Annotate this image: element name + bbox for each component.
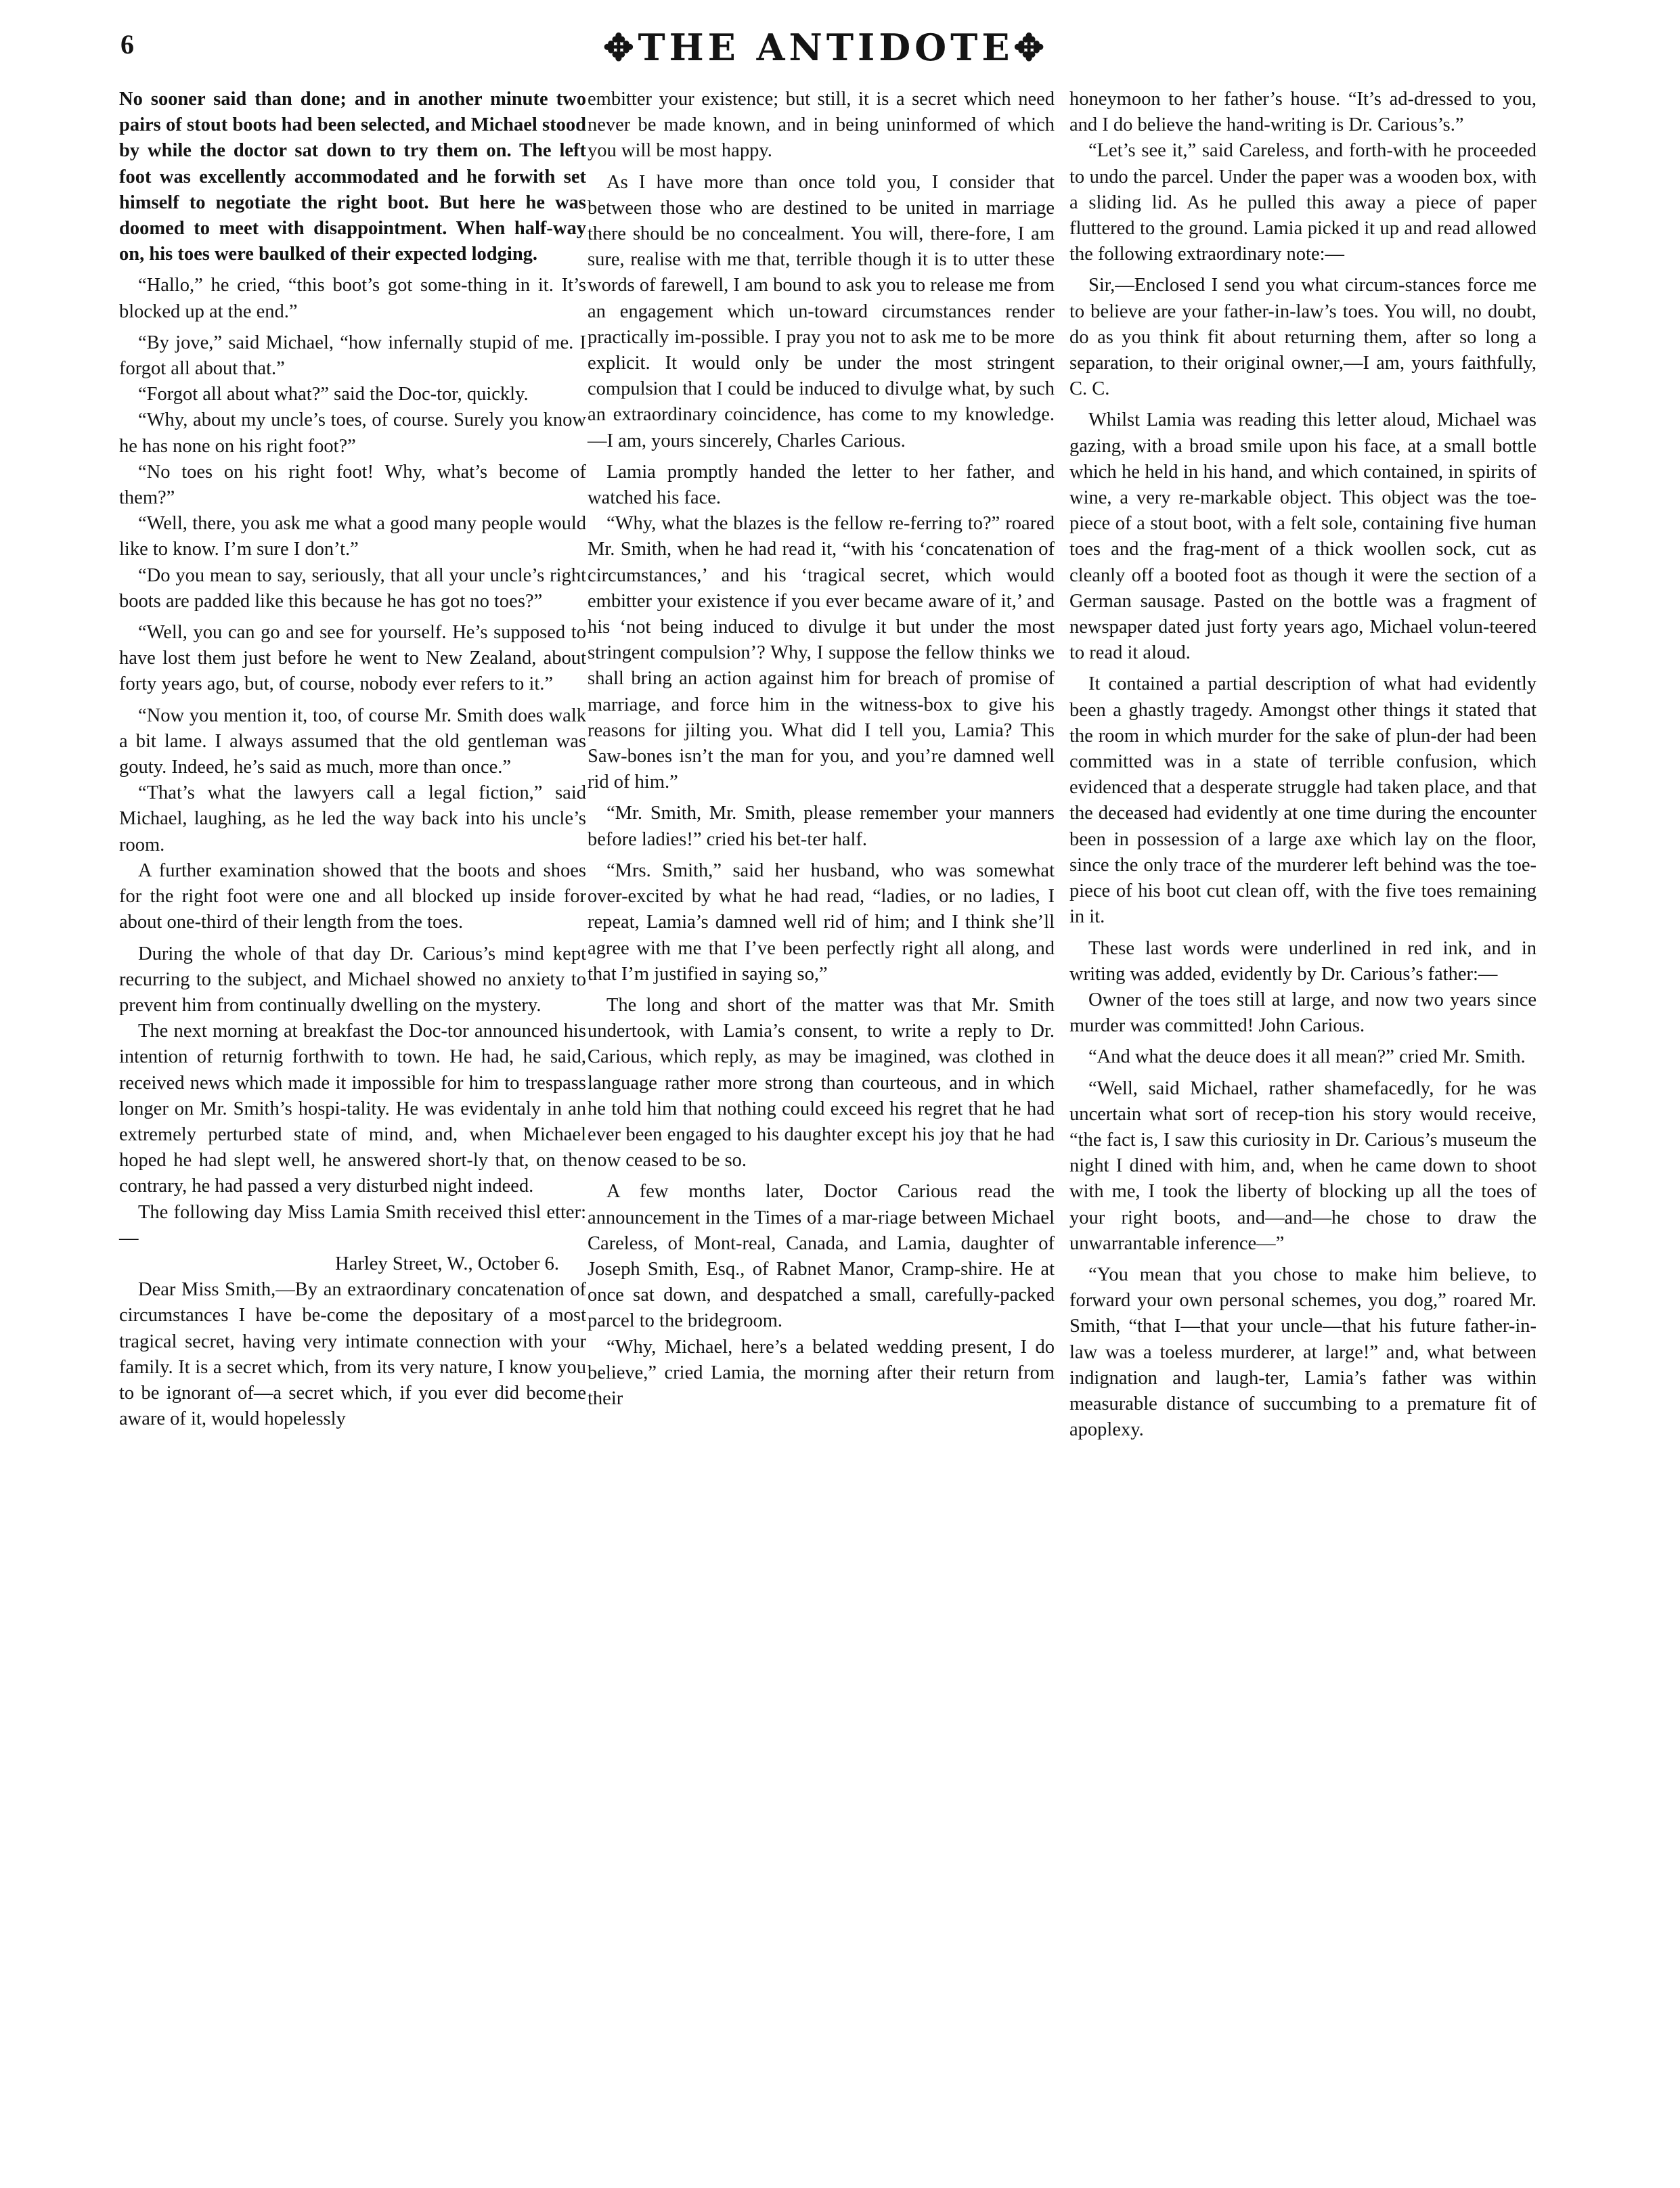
article-column-2 bbox=[588, 87, 1055, 1412]
article-paragraph: “Now you mention it, too, of course Mr. Smith does walk a bit lame. I always assumed that the old gentleman was gouty. Indeed, he’s said as much, more than once.” bbox=[119, 705, 586, 778]
article-paragraph: “Mr. Smith, Mr. Smith, please remember your manners before ladies!” cried his bet-ter half. bbox=[588, 803, 1055, 850]
article-paragraph: A few months later, Doctor Carious read the announcement in the Times of a mar-riage between Michael Careless, of Mont-real, Canada, and Lamia, daughter of Joseph Smith, Esq., of Rabnet Manor, Cramp-shire. He at once sat down, and despatched a small, carefully-packed parcel to the bridegroom. bbox=[588, 1181, 1055, 1332]
article-paragraph: “Why, Michael, here’s a belated wedding present, I do believe,” cried Lamia, the morning after their return from their bbox=[588, 1336, 1055, 1409]
article-paragraph: “Hallo,” he cried, “this boot’s got some-thing in it. It’s blocked up at the end.” bbox=[119, 275, 586, 322]
article-paragraph: “Do you mean to say, seriously, that all your uncle’s right boots are padded like this because he has got no toes?” bbox=[119, 564, 586, 612]
article-paragraph: The next morning at breakfast the Doc-tor announced his intention of returnig forthwith to town. He had, he said, received news which made it impossible for him to trespass longer on Mr. Smith’s hospi-tality. He was evidentaly in an extremely perturbed state of mind, and, when Michael hoped he had slept well, he answered short-ly that, on the contrary, he had passed a very disturbed night indeed. bbox=[119, 1021, 586, 1197]
article-paragraph: “Let’s see it,” said Careless, and forth-with he proceeded to undo the parcel. Under the paper was a wooden box, with a sliding lid. As he pulled this away a piece of paper fluttered to the ground. Lamia picked it up and read allowed the following extraordinary note:— bbox=[1069, 140, 1537, 265]
article-paragraph: Owner of the toes still at large, and now two years since murder was committed! John Carious. bbox=[1069, 989, 1537, 1037]
article-paragraph: The following day Miss Lamia Smith received thisl etter:— bbox=[119, 1201, 586, 1249]
article-paragraph: No sooner said than done; and in another minute two pairs of stout boots had been selected, and Michael stood by while the doctor sat down to try them on. The left foot was excellently accommodated and he forwith set himself to negotiate the right boot. But here he was doomed to meet with disappointment. When half-way on, his toes were baulked of their expected lodging. bbox=[119, 89, 586, 265]
article-paragraph: honeymoon to her father’s house. “It’s ad-dressed to you, and I do believe the hand-writing is Dr. Carious’s.” bbox=[1069, 89, 1537, 136]
article-paragraph: “Forgot all about what?” said the Doc-tor, quickly. bbox=[138, 384, 529, 405]
article-paragraph: “No toes on his right foot! Why, what’s become of them?” bbox=[119, 461, 586, 509]
article-paragraph: These last words were underlined in red ink, and in writing was added, evidently by Dr. Carious’s father:— bbox=[1069, 937, 1537, 985]
article-paragraph: Harley Street, W., October 6. bbox=[335, 1253, 559, 1274]
masthead-title: ✥THE ANTIDOTE✥ bbox=[603, 26, 1048, 69]
article-paragraph: “By jove,” said Michael, “how infernally stupid of me. I forgot all about that.” bbox=[119, 332, 586, 380]
article-column-1 bbox=[119, 87, 586, 1432]
article-paragraph: It contained a partial description of what had evidently been a ghastly tragedy. Amongst other things it stated that the room in which murder for the sake of plun-der had been committed was in a state of terrible confusion, which evidenced that a desperate struggle had taken place, and that the deceased had evidently at one time during the encounter been in possession of a large axe which lay on the floor, since the only trace of the murderer left behind was the toe-piece of his boot cut clean off, with the five toes remaining in it. bbox=[1069, 673, 1537, 928]
article-paragraph: “Well, there, you ask me what a good many people would like to know. I’m sure I don’t.” bbox=[119, 513, 586, 560]
article-paragraph: “And what the deuce does it all mean?” cried Mr. Smith. bbox=[1088, 1046, 1526, 1068]
article-paragraph: Lamia promptly handed the letter to her father, and watched his face. bbox=[588, 461, 1055, 509]
article-paragraph: “Well, you can go and see for yourself. He’s supposed to have lost them just before he went to New Zealand, about forty years ago, but, of course, nobody ever refers to it.” bbox=[119, 622, 586, 695]
page-number: 6 bbox=[120, 29, 134, 60]
article-paragraph: Dear Miss Smith,—By an extraordinary concatenation of circumstances I have be-come the depositary of a most tragical secret, having very intimate connection with your family. It is a secret which, from its very nature, I know you to be ignorant of—a secret which, if you ever did become aware of it, would hopelessly bbox=[119, 1279, 586, 1430]
article-paragraph: “Mrs. Smith,” said her husband, who was somewhat over-excited by what he had read, “ladies, or no ladies, I repeat, Lamia’s damned well rid of him; and I think she’ll agree with me that I’ve been perfectly right all along, and that I’m justified in saying so,” bbox=[588, 859, 1055, 985]
article-paragraph: “Why, what the blazes is the fellow re-ferring to?” roared Mr. Smith, when he had read it, “with his ‘concatenation of circumstances,’ and his ‘tragical secret, which would embitter your existence if you ever became aware of it,’ and his ‘not being induced to divulge it but under the most stringent compulsion’? Why, I suppose the fellow thinks we shall bring an action against him for breach of promise of marriage, and force him in the witness-box to give his reasons for jilting you. What did I tell you, Lamia? This Saw-bones isn’t the man for you, and you’re damned well rid of him.” bbox=[588, 513, 1055, 793]
article-paragraph: Whilst Lamia was reading this letter aloud, Michael was gazing, with a broad smile upon his face, at a small bottle which he held in his hand, and which contained, in spirits of wine, a very re-markable object. This object was the toe-piece of a stout boot, with a felt sole, containing five human toes and the frag-ment of a thick woollen sock, cut as cleanly off a booted foot as though it were the section of a German sausage. Pasted on the bottle was a fragment of newspaper dated just forty years ago, Michael volun-teered to read it aloud. bbox=[1069, 409, 1537, 664]
article-paragraph: Sir,—Enclosed I send you what circum-stances force me to believe are your father-in-law’s toes. You will, no doubt, do as you think fit about returning them, after so long a separation, to their original owner,—I am, yours faithfully, C. C. bbox=[1069, 275, 1537, 400]
article-paragraph: “You mean that you chose to make him believe, to forward your own personal schemes, you dog,” roared Mr. Smith, “that I—that your uncle—that his future father-in-law was a toeless murderer, at large!” and, what between indignation and laugh-ter, Lamia’s father was within measurable distance of succumbing to a premature fit of apoplexy. bbox=[1069, 1264, 1537, 1441]
article-paragraph: The long and short of the matter was that Mr. Smith undertook, with Lamia’s consent, to write a reply to Dr. Carious, which reply, as may be imagined, was clothed in language rather more strong than courteous, and in which he told him that nothing could exceed his regret that he had ever been engaged to his daughter except his joy that he had now ceased to be so. bbox=[588, 994, 1055, 1171]
article-paragraph: A further examination showed that the boots and shoes for the right foot were one and all blocked up inside for about one-third of their length from the toes. bbox=[119, 859, 586, 933]
article-paragraph: During the whole of that day Dr. Carious’s mind kept recurring to the subject, and Michael showed no anxiety to prevent him from continually dwelling on the mystery. bbox=[119, 943, 586, 1016]
article-column-3 bbox=[1069, 87, 1537, 1443]
article-paragraph: As I have more than once told you, I consider that between those who are destined to be united in marriage there should be no concealment. You will, there-fore, I am sure, realise with me that, terrible though it is to utter these words of farewell, I am bound to ask you to release me from an engagement which un-toward circumstances render practically im-possible. I pray you not to ask me to be more explicit. It would only be under the most stringent compulsion that I could be induced to divulge what, by such an extraordinary coincidence, has come to my knowledge.—I am, yours sincerely, Charles Carious. bbox=[588, 171, 1055, 451]
article-paragraph: “That’s what the lawyers call a legal fiction,” said Michael, laughing, as he led the way back into his uncle’s room. bbox=[119, 782, 586, 855]
article-paragraph: “Well, said Michael, rather shamefacedly, for he was uncertain what sort of recep-tion his story would receive, “the fact is, I saw this curiosity in Dr. Carious’s museum the night I dined with him, and, when he came down to shoot with me, I took the liberty of blocking up all the toes of your right boots, and—and—he chose to draw the unwarrantable inference—” bbox=[1069, 1077, 1537, 1254]
article-paragraph: embitter your existence; but still, it is a secret which need never be made known, and in being uninformed of which you will be most happy. bbox=[588, 89, 1055, 162]
article-paragraph: “Why, about my uncle’s toes, of course. Surely you know he has none on his right foot?” bbox=[119, 409, 586, 457]
